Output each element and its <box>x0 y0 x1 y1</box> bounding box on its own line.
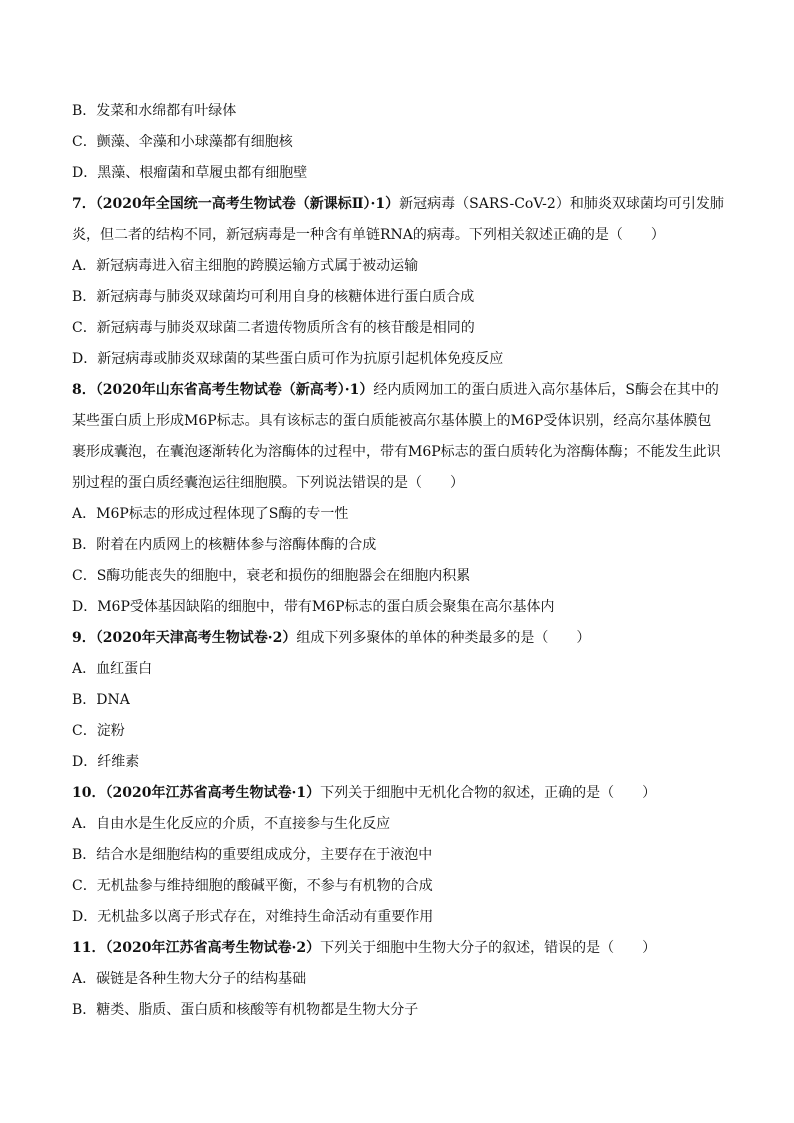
q7-stem-line-1 <box>72 189 724 220</box>
q6-option-b: B．发菜和水绵都有叶绿体 <box>72 103 237 119</box>
q10-option-c: C．无机盐参与维持细胞的酸碱平衡，不参与有机物的合成 <box>72 878 433 894</box>
q10-option-b: B．结合水是细胞结构的重要组成成分，主要存在于液泡中 <box>72 847 433 863</box>
q7-option-c: C．新冠病毒与肺炎双球菌二者遗传物质所含有的核苷酸是相同的 <box>72 320 475 336</box>
q8-option-c: C．S酶功能丧失的细胞中，衰老和损伤的细胞器会在细胞内积累 <box>72 568 471 584</box>
q8-source: （2020年山东省高考生物试卷（新高考）·1） <box>95 382 374 398</box>
q9-number: 9． <box>72 630 96 646</box>
q9-option-c: C．淀粉 <box>72 723 125 739</box>
q8-option-b: B．附着在内质网上的核糖体参与溶酶体酶的合成 <box>72 537 377 553</box>
q9-option-b: B．DNA <box>72 692 130 708</box>
q8-stem-line-1 <box>72 375 724 406</box>
q8-stem-text-1: 经内质网加工的蛋白质进入高尔基体后，S酶会在其中的 <box>373 382 719 398</box>
q7-stem-line-2: 炎，但二者的结构不同，新冠病毒是一种含有单链RNA的病毒。下列相关叙述正确的是（ ） <box>72 227 665 243</box>
q10-stem-text-1: 下列关于细胞中无机化合物的叙述，正确的是（ ） <box>320 785 657 801</box>
q11-stem-text-1: 下列关于细胞中生物大分子的叙述，错误的是（ ） <box>320 940 657 956</box>
q7-stem-text-1: 新冠病毒（SARS-CoV-2）和肺炎双球菌均可引发肺 <box>399 196 724 212</box>
q11-source: （2020年江苏省高考生物试卷·2） <box>105 940 321 956</box>
q11-option-b: B．糖类、脂质、蛋白质和核酸等有机物都是生物大分子 <box>72 1002 419 1018</box>
q6-option-d: D．黑藻、根瘤菌和草履虫都有细胞壁 <box>72 165 308 181</box>
q8-option-d: D．M6P受体基因缺陷的细胞中，带有M6P标志的蛋白质会聚集在高尔基体内 <box>72 599 555 615</box>
q9-stem-line-1 <box>72 623 724 654</box>
q8-option-a: A．M6P标志的形成过程体现了S酶的专一性 <box>72 506 349 522</box>
q7-option-a: A．新冠病毒进入宿主细胞的跨膜运输方式属于被动运输 <box>72 258 419 274</box>
q10-number: 10． <box>72 785 106 801</box>
q8-stem-line-3: 裹形成囊泡，在囊泡逐渐转化为溶酶体的过程中，带有M6P标志的蛋白质转化为溶酶体酶；不能发生此识 <box>72 444 721 460</box>
q10-stem-line-1 <box>72 778 724 809</box>
q10-option-a: A．自由水是生化反应的介质，不直接参与生化反应 <box>72 816 391 832</box>
q8-stem-line-2: 某些蛋白质上形成M6P标志。具有该标志的蛋白质能被高尔基体膜上的M6P受体识别，经高尔基体膜包 <box>72 413 712 429</box>
q8-number: 8． <box>72 382 96 398</box>
q10-option-d: D．无机盐多以离子形式存在，对维持生命活动有重要作用 <box>72 909 434 925</box>
q7-option-b: B．新冠病毒与肺炎双球菌均可利用自身的核糖体进行蛋白质合成 <box>72 289 475 305</box>
q9-source: （2020年天津高考生物试卷·2） <box>95 630 297 646</box>
exam-page <box>72 96 724 1026</box>
q7-option-d: D．新冠病毒或肺炎双球菌的某些蛋白质可作为抗原引起机体免疫反应 <box>72 351 504 367</box>
q8-stem-line-4: 别过程的蛋白质经囊泡运往细胞膜。下列说法错误的是（ ） <box>72 475 464 491</box>
q6-option-c: C．颤藻、伞藻和小球藻都有细胞核 <box>72 134 293 150</box>
q10-source: （2020年江苏省高考生物试卷·1） <box>105 785 321 801</box>
q9-stem-text-1: 组成下列多聚体的单体的种类最多的是（ ） <box>296 630 591 646</box>
q9-option-a: A．血红蛋白 <box>72 661 153 677</box>
q7-source: （2020年全国统一高考生物试卷（新课标Ⅱ）·1） <box>95 196 400 212</box>
q11-option-a: A．碳链是各种生物大分子的结构基础 <box>72 971 307 987</box>
q11-stem-line-1 <box>72 933 724 964</box>
q11-number: 11． <box>72 940 106 956</box>
q7-number: 7． <box>72 196 96 212</box>
q9-option-d: D．纤维素 <box>72 754 140 770</box>
